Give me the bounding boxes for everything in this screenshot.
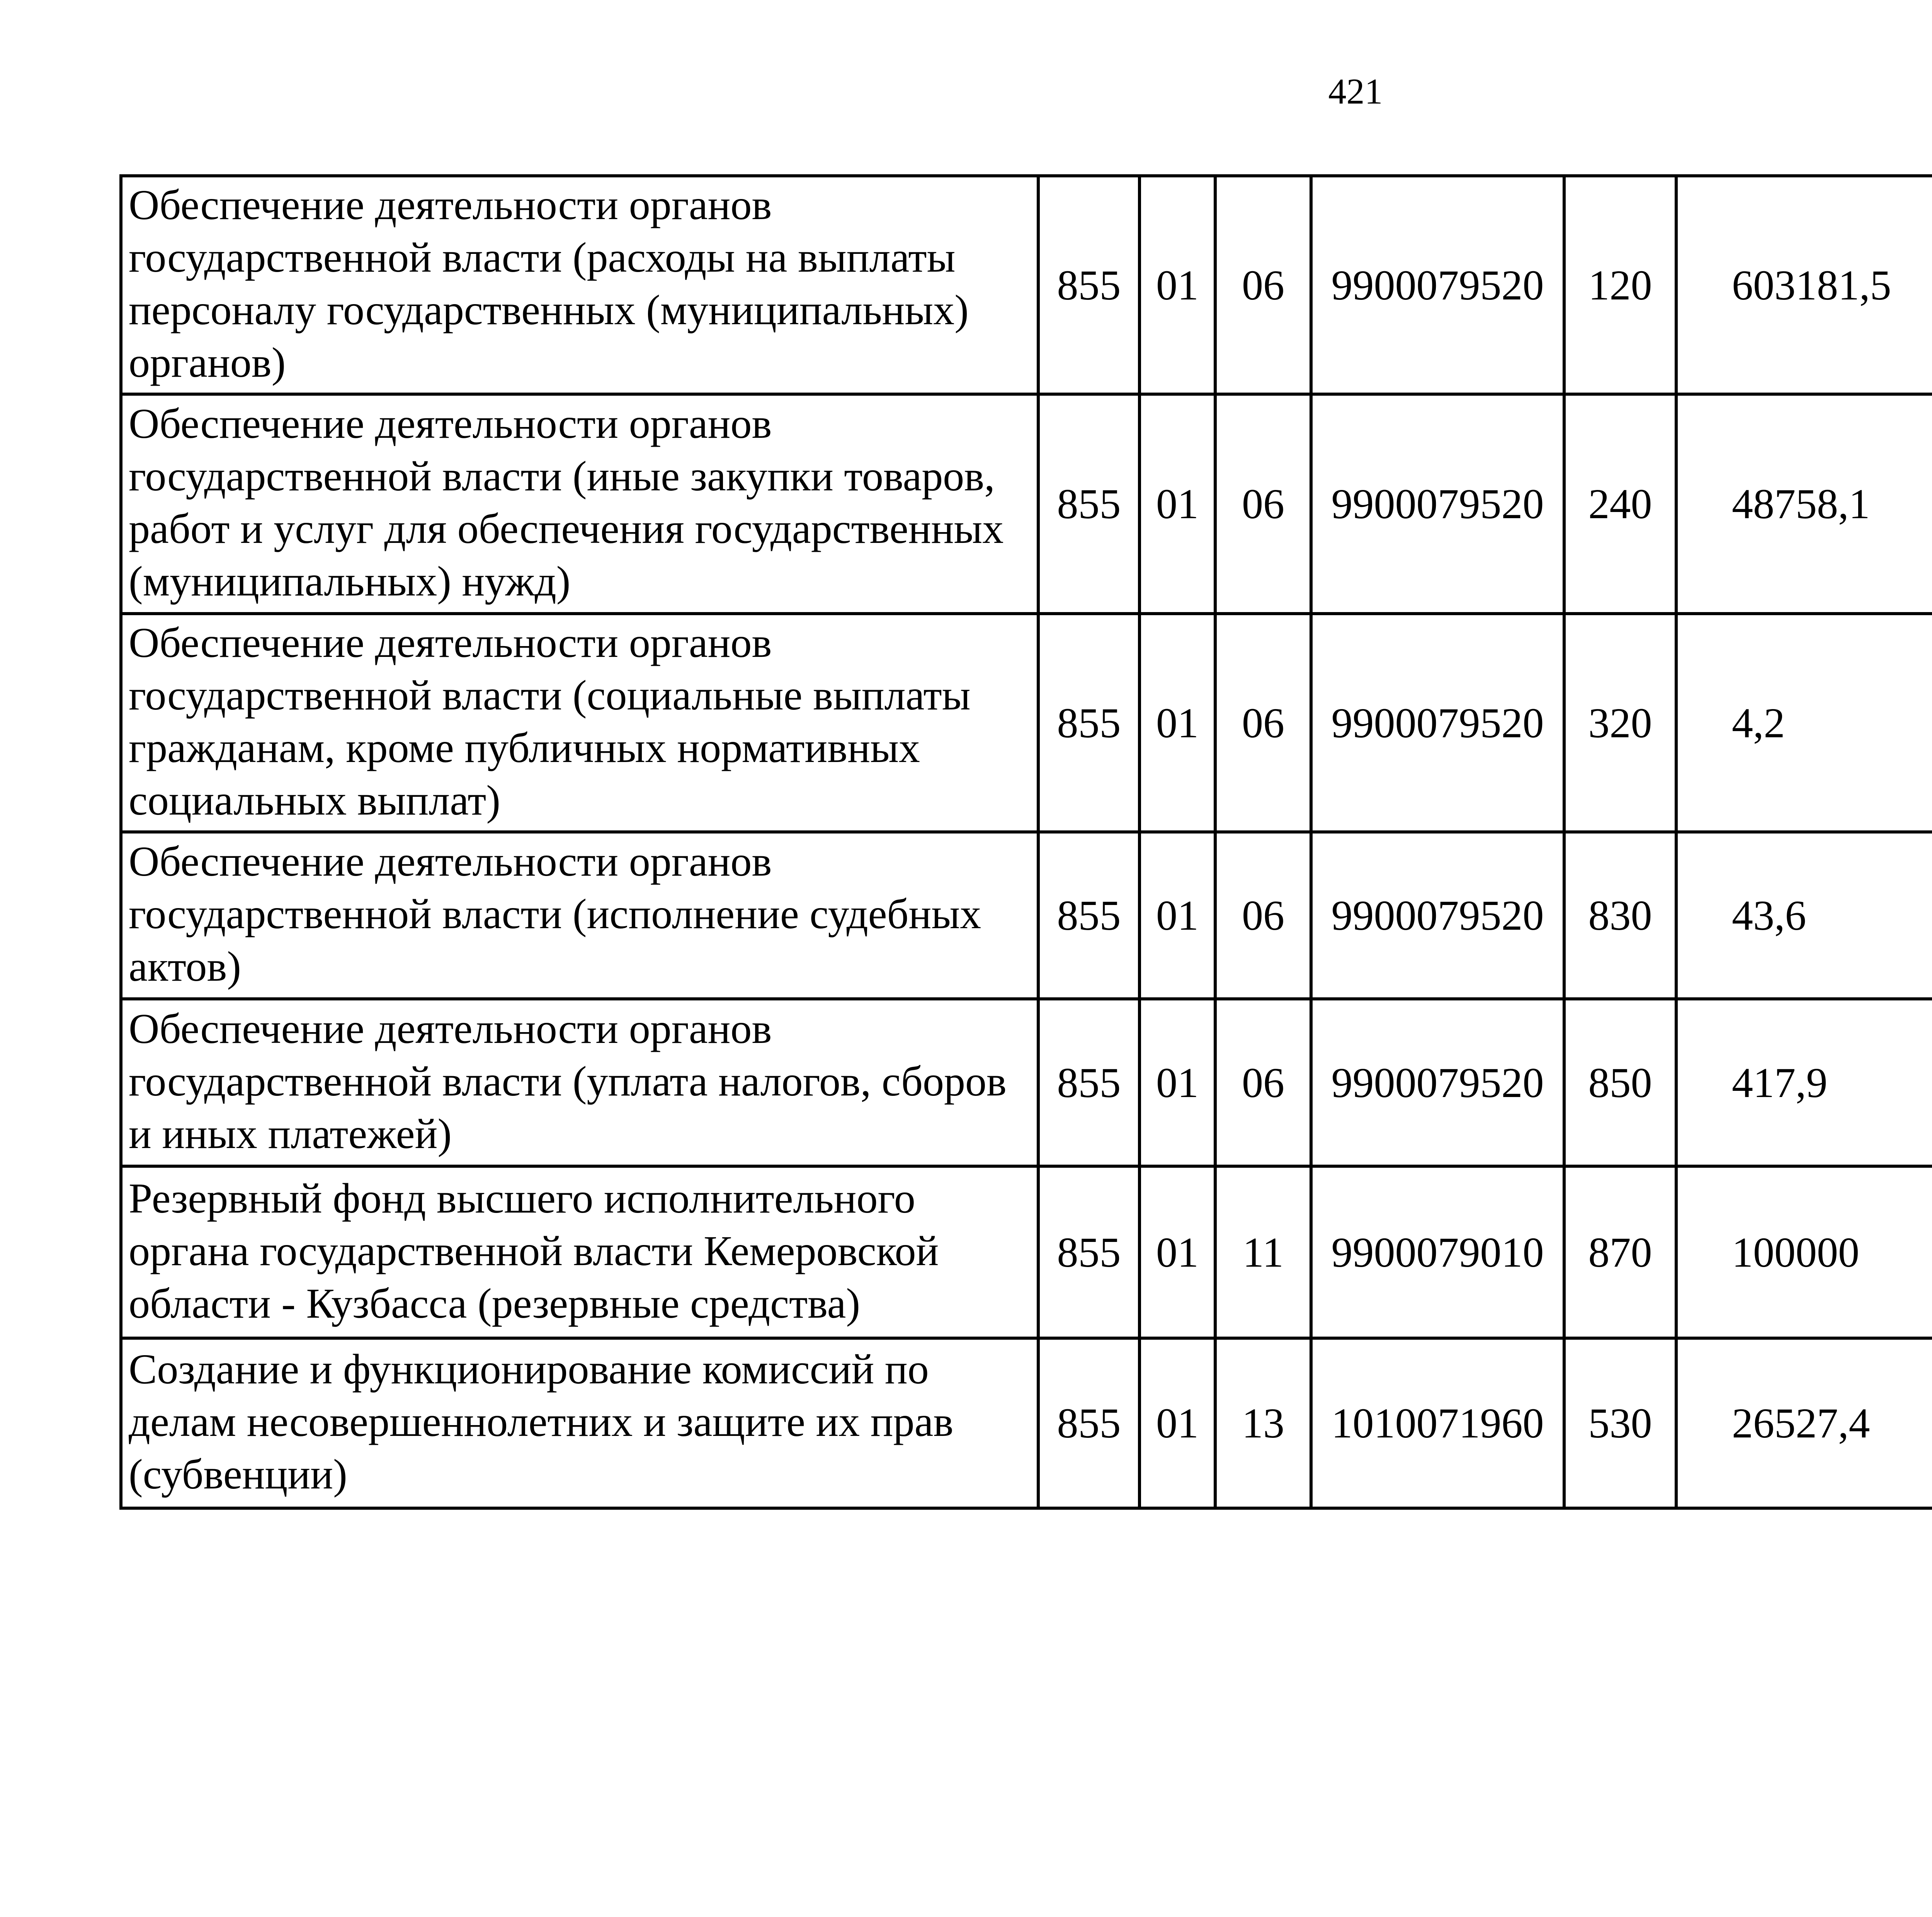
table-row xyxy=(121,176,1932,394)
expense-description: Обеспечение деятельности органов государственной власти (иные закупки товаров, работ и услуг для обеспечения государственных (муниципальных) нужд) xyxy=(121,394,1038,614)
target-article-code: 1010071960 xyxy=(1311,1338,1564,1508)
ministry-code: 855 xyxy=(1038,176,1139,394)
expense-type-code: 240 xyxy=(1564,394,1676,614)
amount-year-1: 48758,1 xyxy=(1676,394,1932,614)
table-row xyxy=(121,999,1932,1166)
target-article-code: 9900079520 xyxy=(1311,614,1564,832)
expense-description: Обеспечение деятельности органов государственной власти (социальные выплаты гражданам, кроме публичных нормативных социальных выплат) xyxy=(121,614,1038,832)
table-row xyxy=(121,1166,1932,1338)
section-code: 01 xyxy=(1139,176,1215,394)
expense-description: Создание и функционирование комиссий по делам несовершеннолетних и защите их прав (субвенции) xyxy=(121,1338,1038,1508)
subsection-code: 06 xyxy=(1215,999,1311,1166)
amount-year-1: 43,6 xyxy=(1676,832,1932,999)
table-row xyxy=(121,394,1932,614)
section-code: 01 xyxy=(1139,1338,1215,1508)
expense-description: Резервный фонд высшего исполнительного органа государственной власти Кемеровской области - Кузбасса (резервные средства) xyxy=(121,1166,1038,1338)
ministry-code: 855 xyxy=(1038,1166,1139,1338)
ministry-code: 855 xyxy=(1038,832,1139,999)
expense-type-code: 830 xyxy=(1564,832,1676,999)
table-row xyxy=(121,1338,1932,1508)
ministry-code: 855 xyxy=(1038,614,1139,832)
expense-type-code: 870 xyxy=(1564,1166,1676,1338)
amount-year-1: 417,9 xyxy=(1676,999,1932,1166)
page-number: 421 xyxy=(1328,71,1383,112)
expense-type-code: 320 xyxy=(1564,614,1676,832)
table-row xyxy=(121,614,1932,832)
budget-table xyxy=(119,174,1932,1510)
expense-type-code: 120 xyxy=(1564,176,1676,394)
subsection-code: 06 xyxy=(1215,614,1311,832)
subsection-code: 13 xyxy=(1215,1338,1311,1508)
target-article-code: 9900079010 xyxy=(1311,1166,1564,1338)
target-article-code: 9900079520 xyxy=(1311,176,1564,394)
section-code: 01 xyxy=(1139,1166,1215,1338)
amount-year-1: 26527,4 xyxy=(1676,1338,1932,1508)
expense-description: Обеспечение деятельности органов государственной власти (уплата налогов, сборов и иных платежей) xyxy=(121,999,1038,1166)
target-article-code: 9900079520 xyxy=(1311,394,1564,614)
ministry-code: 855 xyxy=(1038,999,1139,1166)
expense-type-code: 530 xyxy=(1564,1338,1676,1508)
section-code: 01 xyxy=(1139,394,1215,614)
ministry-code: 855 xyxy=(1038,394,1139,614)
amount-year-1: 4,2 xyxy=(1676,614,1932,832)
expense-description: Обеспечение деятельности органов государственной власти (исполнение судебных актов) xyxy=(121,832,1038,999)
subsection-code: 06 xyxy=(1215,394,1311,614)
subsection-code: 06 xyxy=(1215,832,1311,999)
table-row xyxy=(121,832,1932,999)
ministry-code: 855 xyxy=(1038,1338,1139,1508)
amount-year-1: 100000 xyxy=(1676,1166,1932,1338)
section-code: 01 xyxy=(1139,999,1215,1166)
expense-description: Обеспечение деятельности органов государственной власти (расходы на выплаты персоналу государственных (муниципальных) органов) xyxy=(121,176,1038,394)
target-article-code: 9900079520 xyxy=(1311,832,1564,999)
target-article-code: 9900079520 xyxy=(1311,999,1564,1166)
subsection-code: 11 xyxy=(1215,1166,1311,1338)
expense-type-code: 850 xyxy=(1564,999,1676,1166)
section-code: 01 xyxy=(1139,614,1215,832)
subsection-code: 06 xyxy=(1215,176,1311,394)
amount-year-1: 603181,5 xyxy=(1676,176,1932,394)
section-code: 01 xyxy=(1139,832,1215,999)
